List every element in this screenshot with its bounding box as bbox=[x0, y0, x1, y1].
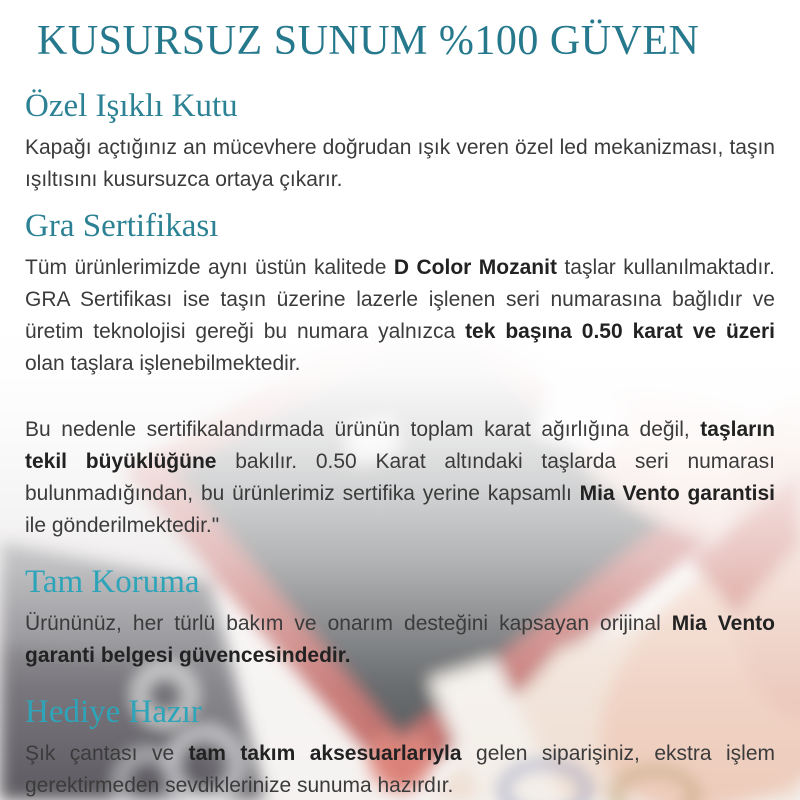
section-heading-hediye-hazir: Hediye Hazır bbox=[25, 694, 202, 730]
paragraph bbox=[25, 132, 775, 196]
bold-run: tek başına 0.50 karat ve üzeri bbox=[465, 320, 775, 343]
text-run: Bu nedenle sertifikalandırmada ürünün toplam karat ağırlığına değil, bbox=[25, 418, 701, 441]
text-run: Tüm ürünlerimizde aynı üstün kalitede bbox=[25, 256, 394, 279]
text-run: Ürününüz, her türlü bakım ve onarım desteğini kapsayan orijinal bbox=[25, 612, 672, 635]
page-title: KUSURSUZ SUNUM %100 GÜVEN bbox=[37, 18, 700, 64]
paragraph bbox=[25, 414, 775, 542]
section-heading-gra-sertifikasi: Gra Sertifikası bbox=[25, 208, 219, 244]
section-heading-ozel-isikli-kutu: Özel Işıklı Kutu bbox=[25, 88, 238, 124]
bold-run: D Color Mozanit bbox=[393, 256, 557, 279]
bold-run: Mia Vento garanti belgesi güvencesindedir. bbox=[25, 612, 775, 667]
paragraph bbox=[25, 608, 775, 672]
text-run: taşlar kullanılmaktadır. GRA Sertifikası ise taşın üzerine lazerle işlenen seri numarasına bağlıdır ve üretim teknolojisi gereği bu numara yalnızca bbox=[25, 256, 775, 343]
bold-run: taşların tekil büyüklüğüne bbox=[25, 418, 775, 473]
paragraph bbox=[25, 252, 775, 380]
bold-run: tam takım aksesuarlarıyla bbox=[188, 742, 462, 765]
bold-run: Mia Vento garantisi bbox=[579, 482, 775, 505]
text-run: gelen siparişiniz, ekstra işlem gerektirmeden sevdiklerinize sunuma hazırdır. bbox=[25, 742, 775, 797]
paragraph bbox=[25, 738, 775, 800]
text-run: olan taşlara işlenebilmektedir. bbox=[25, 352, 301, 375]
text-run: Kapağı açtığınız an mücevhere doğrudan ışık veren özel led mekanizması, taşın ışıltısını kusursuzca ortaya çıkarır. bbox=[25, 136, 775, 191]
text-run: Şık çantası ve bbox=[25, 742, 189, 765]
text-run: ile gönderilmektedir." bbox=[25, 514, 220, 537]
text-run: bakılır. 0.50 Karat altındaki taşlarda seri numarası bulunmadığından, bu ürünlerimiz sertifika yerine kapsamlı bbox=[25, 450, 775, 505]
section-heading-tam-koruma: Tam Koruma bbox=[25, 564, 200, 600]
